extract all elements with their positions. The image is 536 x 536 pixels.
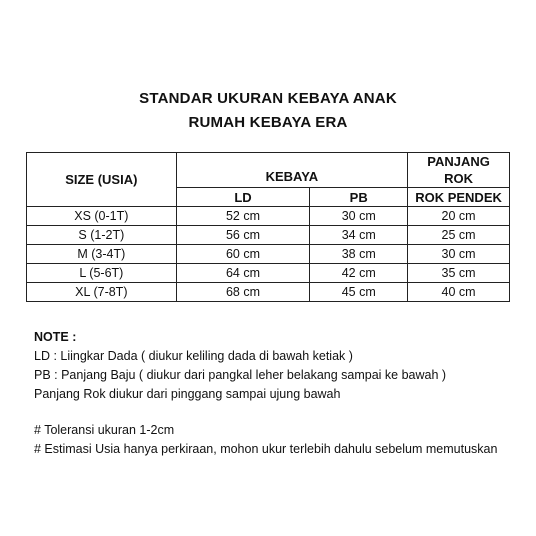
table-row (27, 226, 510, 245)
header-panjang-rok-line-1: PANJANG (427, 154, 490, 169)
cell-rok: 20 cm (408, 207, 510, 226)
notes-section (34, 328, 514, 459)
notes-title: NOTE : (34, 330, 77, 344)
cell-size: L (5-6T) (27, 264, 177, 283)
header-pb: PB (310, 188, 408, 207)
cell-size: S (1-2T) (27, 226, 177, 245)
note-rok: Panjang Rok diukur dari pinggang sampai ujung bawah (34, 387, 341, 401)
table-row (27, 283, 510, 302)
cell-ld: 64 cm (176, 264, 310, 283)
cell-rok: 30 cm (408, 245, 510, 264)
cell-rok: 40 cm (408, 283, 510, 302)
header-size: SIZE (USIA) (27, 153, 177, 207)
cell-ld: 56 cm (176, 226, 310, 245)
table-row (27, 264, 510, 283)
cell-pb: 38 cm (310, 245, 408, 264)
cell-size: XL (7-8T) (27, 283, 177, 302)
cell-rok: 35 cm (408, 264, 510, 283)
cell-size: M (3-4T) (27, 245, 177, 264)
cell-size: XS (0-1T) (27, 207, 177, 226)
chart-title-line-2: RUMAH KEBAYA ERA (188, 114, 348, 131)
note-tolerance: # Toleransi ukuran 1-2cm (34, 423, 175, 437)
cell-ld: 52 cm (176, 207, 310, 226)
cell-pb: 34 cm (310, 226, 408, 245)
cell-ld: 68 cm (176, 283, 310, 302)
cell-rok: 25 cm (408, 226, 510, 245)
table-row (27, 207, 510, 226)
header-kebaya: KEBAYA (176, 153, 407, 188)
header-rok-pendek: ROK PENDEK (408, 188, 510, 207)
note-ld: LD : Liingkar Dada ( diukur keliling dada di bawah ketiak ) (34, 349, 353, 363)
note-pb: PB : Panjang Baju ( diukur dari pangkal leher belakang sampai ke bawah ) (34, 368, 447, 382)
cell-ld: 60 cm (176, 245, 310, 264)
header-panjang-rok-line-2: ROK (444, 171, 473, 186)
table-row (27, 245, 510, 264)
cell-pb: 42 cm (310, 264, 408, 283)
size-table (26, 152, 510, 302)
header-ld: LD (176, 188, 310, 207)
chart-title-line-1: STANDAR UKURAN KEBAYA ANAK (139, 90, 397, 107)
header-panjang-rok (408, 153, 510, 188)
cell-pb: 30 cm (310, 207, 408, 226)
cell-pb: 45 cm (310, 283, 408, 302)
note-estimate: # Estimasi Usia hanya perkiraan, mohon ukur terlebih dahulu sebelum memutuskan (34, 442, 498, 456)
notes-spacer (34, 404, 514, 421)
